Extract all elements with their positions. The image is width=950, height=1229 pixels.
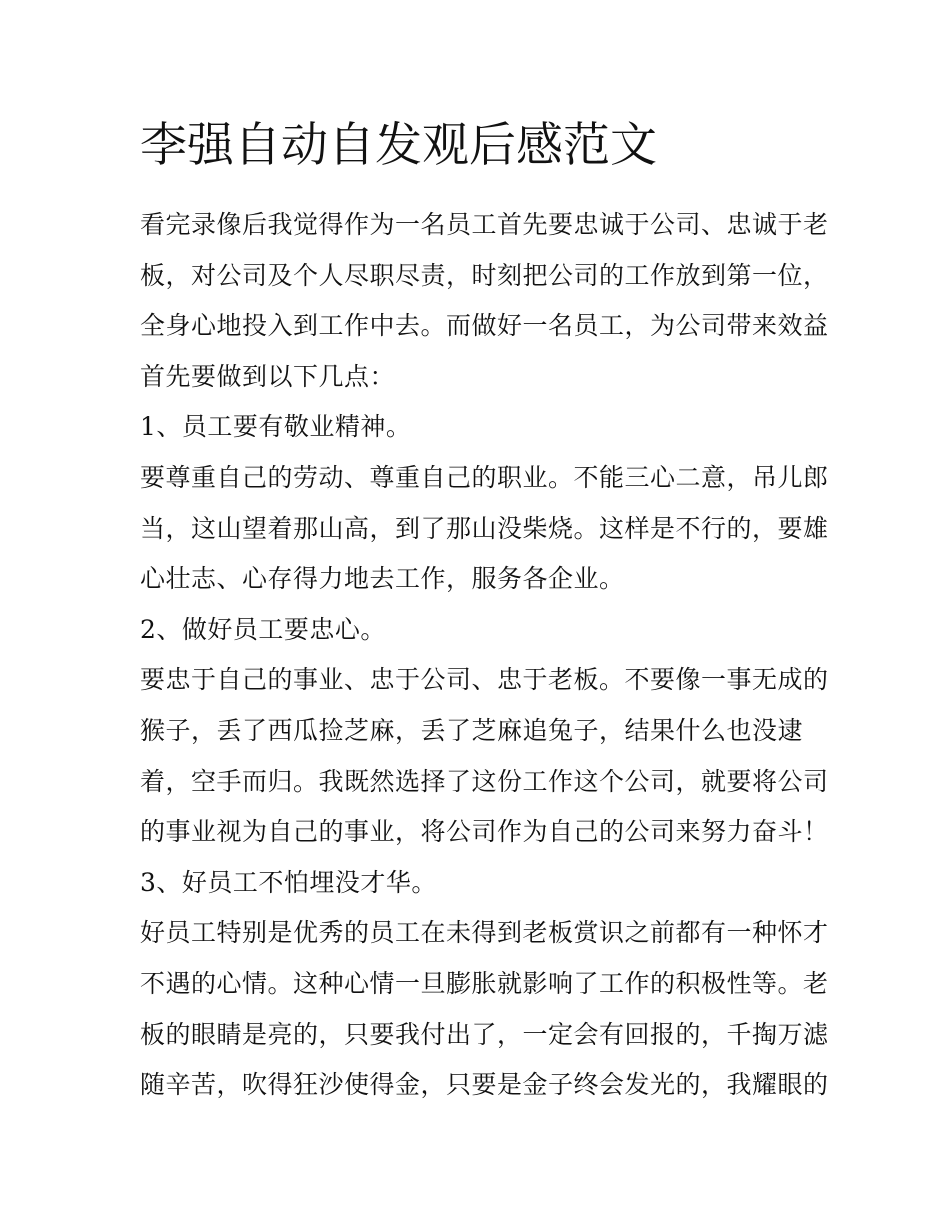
body-line: 随辛苦，吹得狂沙使得金，只要是金子终会发光的，我耀眼的 bbox=[140, 1070, 829, 1100]
body-line: 首先要做到以下几点： bbox=[140, 361, 396, 391]
body-line: 好员工特别是优秀的员工在未得到老板赏识之前都有一种怀才 bbox=[140, 918, 829, 948]
section-heading-1: 1、员工要有敬业精神。 bbox=[140, 412, 412, 442]
section-heading-3: 3、好员工不怕埋没才华。 bbox=[140, 867, 437, 897]
body-line: 要尊重自己的劳动、尊重自己的职业。不能三心二意，吊儿郎 bbox=[140, 462, 829, 492]
document-body bbox=[140, 200, 829, 1111]
body-line: 看完录像后我觉得作为一名员工首先要忠诚于公司、忠诚于老 bbox=[140, 210, 829, 239]
body-line: 的事业视为自己的事业，将公司作为自己的公司来努力奋斗！ bbox=[140, 817, 829, 847]
section-heading-2: 2、做好员工要忠心。 bbox=[140, 614, 386, 644]
body-line: 不遇的心情。这种心情一旦膨胀就影响了工作的积极性等。老 bbox=[140, 968, 829, 998]
document-title: 李强自动自发观后感范文 bbox=[140, 118, 657, 173]
body-line: 板的眼睛是亮的，只要我付出了，一定会有回报的，千掏万滤 bbox=[140, 1019, 829, 1049]
body-line: 全身心地投入到工作中去。而做好一名员工，为公司带来效益 bbox=[140, 311, 829, 341]
body-line: 着，空手而归。我既然选择了这份工作这个公司，就要将公司 bbox=[140, 766, 829, 796]
body-line: 猴子，丢了西瓜捡芝麻，丢了芝麻追兔子，结果什么也没逮 bbox=[140, 715, 804, 745]
body-line: 板，对公司及个人尽职尽责，时刻把公司的工作放到第一位， bbox=[140, 260, 829, 290]
body-line: 心壮志、心存得力地去工作，服务各企业。 bbox=[140, 564, 625, 594]
body-line: 当，这山望着那山高，到了那山没柴烧。这样是不行的，要雄 bbox=[140, 513, 829, 543]
body-line: 要忠于自己的事业、忠于公司、忠于老板。不要像一事无成的 bbox=[140, 665, 829, 695]
